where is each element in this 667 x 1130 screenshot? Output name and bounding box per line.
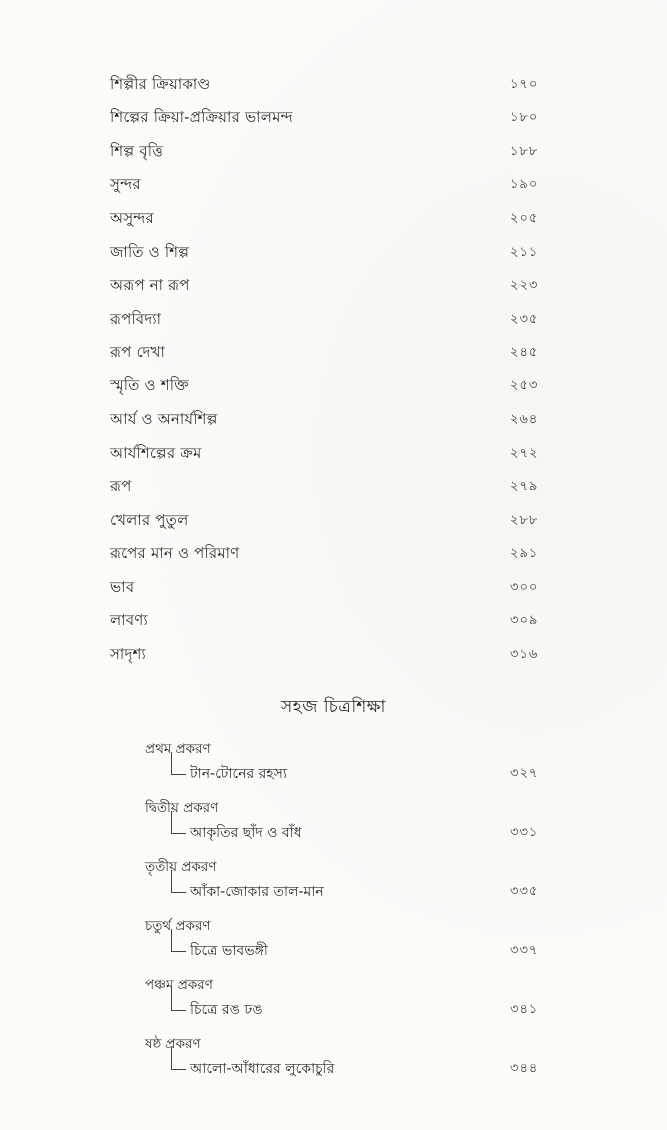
toc-entry-page: ২৪৫ — [510, 344, 539, 360]
toc-entry-title: জাতি ও শিল্প — [110, 242, 190, 261]
chapter-heading: পঞ্চম প্রকরণ — [145, 977, 213, 993]
toc-entry — [110, 642, 560, 668]
toc-entry-page: ৩০৯ — [510, 612, 539, 628]
toc-entry-page: ২১১ — [510, 244, 539, 260]
toc-entry-title: সাদৃশ্য — [110, 644, 146, 663]
toc-entry-page: ২৯১ — [510, 545, 539, 561]
toc-entry-title: রূপ — [110, 476, 132, 495]
toc-entry-page: ৩০০ — [510, 579, 539, 595]
connector-line — [171, 752, 186, 775]
toc-entry-page: ২৫৩ — [510, 377, 539, 393]
chapter-entry-page: ৩৩১ — [510, 824, 539, 840]
connector-line — [171, 870, 186, 893]
toc-entry — [110, 575, 560, 601]
chapter-heading: চতুর্থ প্রকরণ — [145, 918, 211, 934]
chapter-entry-title: আকৃতির ছাঁদ ও বাঁধ — [190, 825, 302, 841]
toc-entry-title: শিল্পীর ক্রিয়াকাণ্ড — [110, 74, 211, 93]
chapter-heading: তৃতীয় প্রকরণ — [145, 859, 217, 875]
chapter-entry — [190, 762, 560, 786]
chapter-entry-page: ৩২৭ — [510, 765, 539, 781]
toc-entry-page: ২৬৪ — [510, 411, 539, 427]
toc-entry-page: ২০৫ — [510, 210, 539, 226]
toc-entry-page: ১৯০ — [510, 176, 539, 192]
chapter-entry — [190, 939, 560, 963]
chapter-heading: ষষ্ঠ প্রকরণ — [145, 1036, 201, 1052]
toc-entry-title: শিল্পের ক্রিয়া-প্রক্রিয়ার ভালমন্দ — [110, 107, 293, 126]
toc-entry-title: অরূপ না রূপ — [110, 275, 190, 294]
connector-line — [171, 929, 186, 952]
toc-entry-page: ১৮৮ — [510, 143, 539, 159]
toc-entry — [110, 240, 560, 266]
toc-entry-page: ১৭০ — [510, 76, 539, 92]
toc-entry-page: ৩১৬ — [510, 646, 539, 662]
toc-entry-page: ২২৩ — [510, 277, 539, 293]
toc-entry-title: স্মৃতি ও শক্তি — [110, 375, 189, 394]
toc-entry-page: ২৮৮ — [510, 512, 539, 528]
toc-entry-page: ২৭২ — [510, 445, 539, 461]
chapter-heading: প্রথম প্রকরণ — [145, 741, 211, 757]
section-heading: সহজ চিত্রশিক্ষা — [281, 697, 386, 717]
chapter-entry-page: ৩৪৪ — [510, 1060, 539, 1076]
toc-entry-title: আর্যশিল্পের ক্রম — [110, 443, 202, 462]
chapter-entry-page: ৩৩৭ — [510, 942, 539, 958]
connector-line — [171, 1047, 186, 1070]
toc-entry-page: ২৭৯ — [510, 478, 539, 494]
chapter-entry-title: আঁকা-জোকার তাল-মান — [190, 884, 324, 900]
toc-entry — [110, 541, 560, 567]
chapter-entry-page: ৩৪১ — [510, 1001, 539, 1017]
toc-entry — [110, 474, 560, 500]
toc-entry-title: শিল্প বৃত্তি — [110, 141, 164, 160]
toc-entry-title: রূপের মান ও পরিমাণ — [110, 543, 240, 562]
chapter-heading: দ্বিতীয় প্রকরণ — [145, 800, 219, 816]
chapter-entry-title: চিত্রে ভাবভঙ্গী — [190, 943, 268, 959]
toc-entry — [110, 441, 560, 467]
chapter-entry-title: টান-টোনের রহস্য — [190, 766, 287, 782]
toc-entry-page: ১৮০ — [510, 109, 539, 125]
toc-entry — [110, 273, 560, 299]
toc-entry — [110, 508, 560, 534]
toc-entry-title: খেলার পুতুল — [110, 510, 189, 529]
toc-entry — [110, 373, 560, 399]
connector-line — [171, 988, 186, 1011]
chapter-entry — [190, 1057, 560, 1081]
chapter-entry-page: ৩৩৫ — [510, 883, 539, 899]
toc-entry — [110, 608, 560, 634]
toc-entry-title: রূপবিদ্যা — [110, 309, 162, 328]
toc-entry — [110, 206, 560, 232]
connector-line — [171, 811, 186, 834]
toc-entry-title: অসুন্দর — [110, 208, 154, 227]
toc-entry — [110, 407, 560, 433]
chapter-entry-title: আলো-আঁধারের লুকোচুরি — [190, 1061, 335, 1077]
toc-entry-title: ভাব — [110, 577, 135, 596]
chapter-entry — [190, 998, 560, 1022]
chapter-entry — [190, 821, 560, 845]
chapter-entry-title: চিত্রে রঙ ঢঙ — [190, 1002, 263, 1018]
toc-entry-title: লাবণ্য — [110, 610, 148, 629]
toc-entry — [110, 172, 560, 198]
toc-entry — [110, 105, 560, 131]
toc-entry — [110, 307, 560, 333]
toc-entry — [110, 340, 560, 366]
toc-entry-title: রূপ দেখা — [110, 342, 166, 361]
toc-entry — [110, 72, 560, 98]
toc-entry-page: ২৩৫ — [510, 311, 539, 327]
toc-entry-title: আর্য ও অনার্যশিল্প — [110, 409, 218, 428]
chapter-entry — [190, 880, 560, 904]
toc-entry-title: সুন্দর — [110, 174, 141, 193]
toc-entry — [110, 139, 560, 165]
